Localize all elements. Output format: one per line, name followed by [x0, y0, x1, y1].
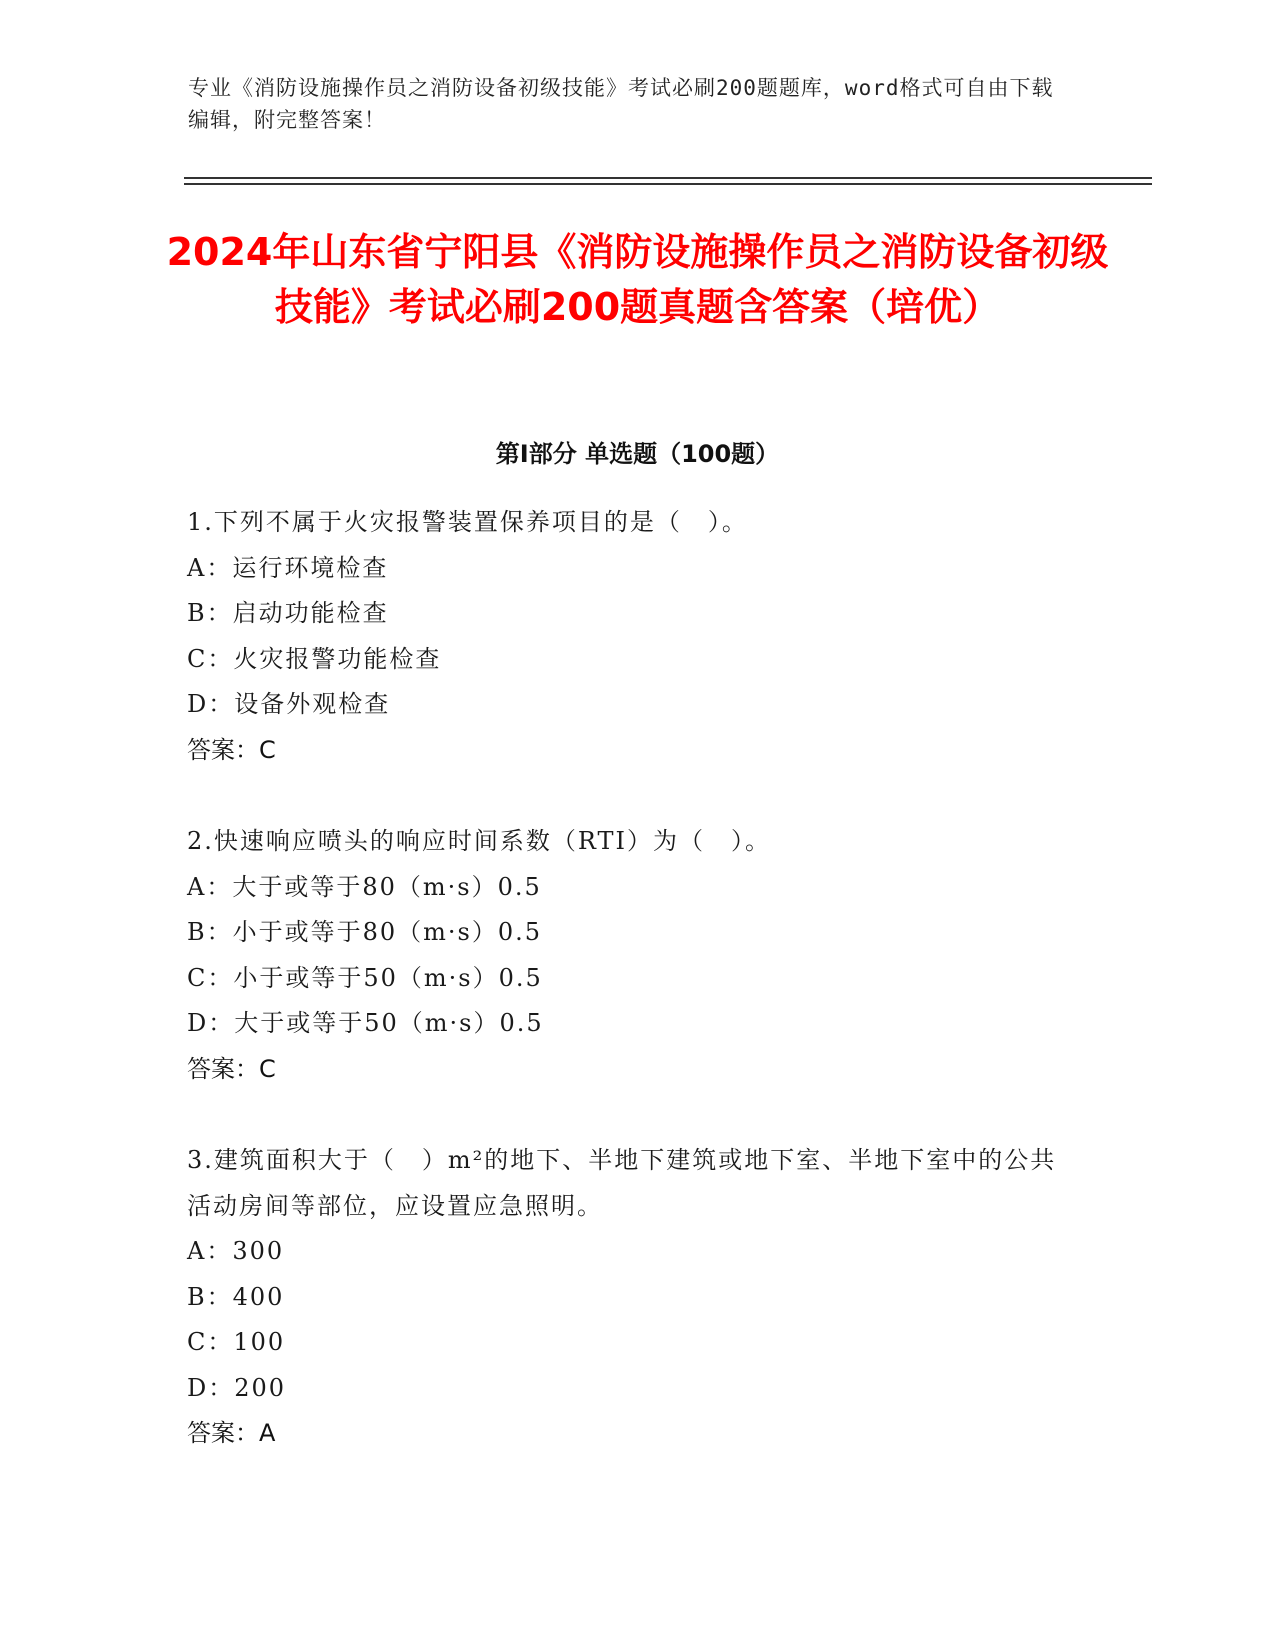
option-a: A：300 — [187, 1237, 285, 1265]
option-d: D：大于或等于50（m·s）0.5 — [187, 1009, 544, 1037]
answer: 答案：A — [187, 1419, 276, 1447]
question-1 — [187, 500, 1087, 773]
option-d: D：设备外观检查 — [187, 690, 391, 718]
option-d: D：200 — [187, 1373, 287, 1402]
question-3 — [187, 1138, 1062, 1457]
question-text: 3.建筑面积大于（ ）m²的地下、半地下建筑或地下室、半地下室中的公共活动房间等部位，应设置应急照明。 — [187, 1146, 1057, 1220]
section-heading: 第I部分 单选题（100题） — [495, 440, 780, 468]
question-text: 2.快速响应喷头的响应时间系数（RTI）为（ ）。 — [187, 827, 772, 855]
header-note: 专业《消防设施操作员之消防设备初级技能》考试必刷200题题库，word格式可自由下载编辑，附完整答案！ — [188, 76, 1054, 132]
option-b: B：启动功能检查 — [187, 599, 389, 627]
header-divider-bottom — [184, 183, 1152, 185]
option-c: C：火灾报警功能检查 — [187, 644, 442, 673]
header-divider-top — [184, 177, 1152, 179]
option-a: A：大于或等于80（m·s）0.5 — [187, 872, 542, 901]
question-2 — [187, 819, 1087, 1092]
document-title: 2024年山东省宁阳县《消防设施操作员之消防设备初级技能》考试必刷200题真题含答案（培优） — [166, 230, 1109, 329]
question-text: 1.下列不属于火灾报警装置保养项目的是（ ）。 — [187, 508, 748, 536]
option-b: B：400 — [187, 1282, 285, 1311]
answer: 答案：C — [187, 1054, 276, 1083]
option-a: A：运行环境检查 — [187, 553, 389, 582]
answer: 答案：C — [187, 735, 276, 764]
option-b: B：小于或等于80（m·s）0.5 — [187, 918, 543, 946]
option-c: C：100 — [187, 1328, 286, 1356]
option-c: C：小于或等于50（m·s）0.5 — [187, 963, 543, 992]
